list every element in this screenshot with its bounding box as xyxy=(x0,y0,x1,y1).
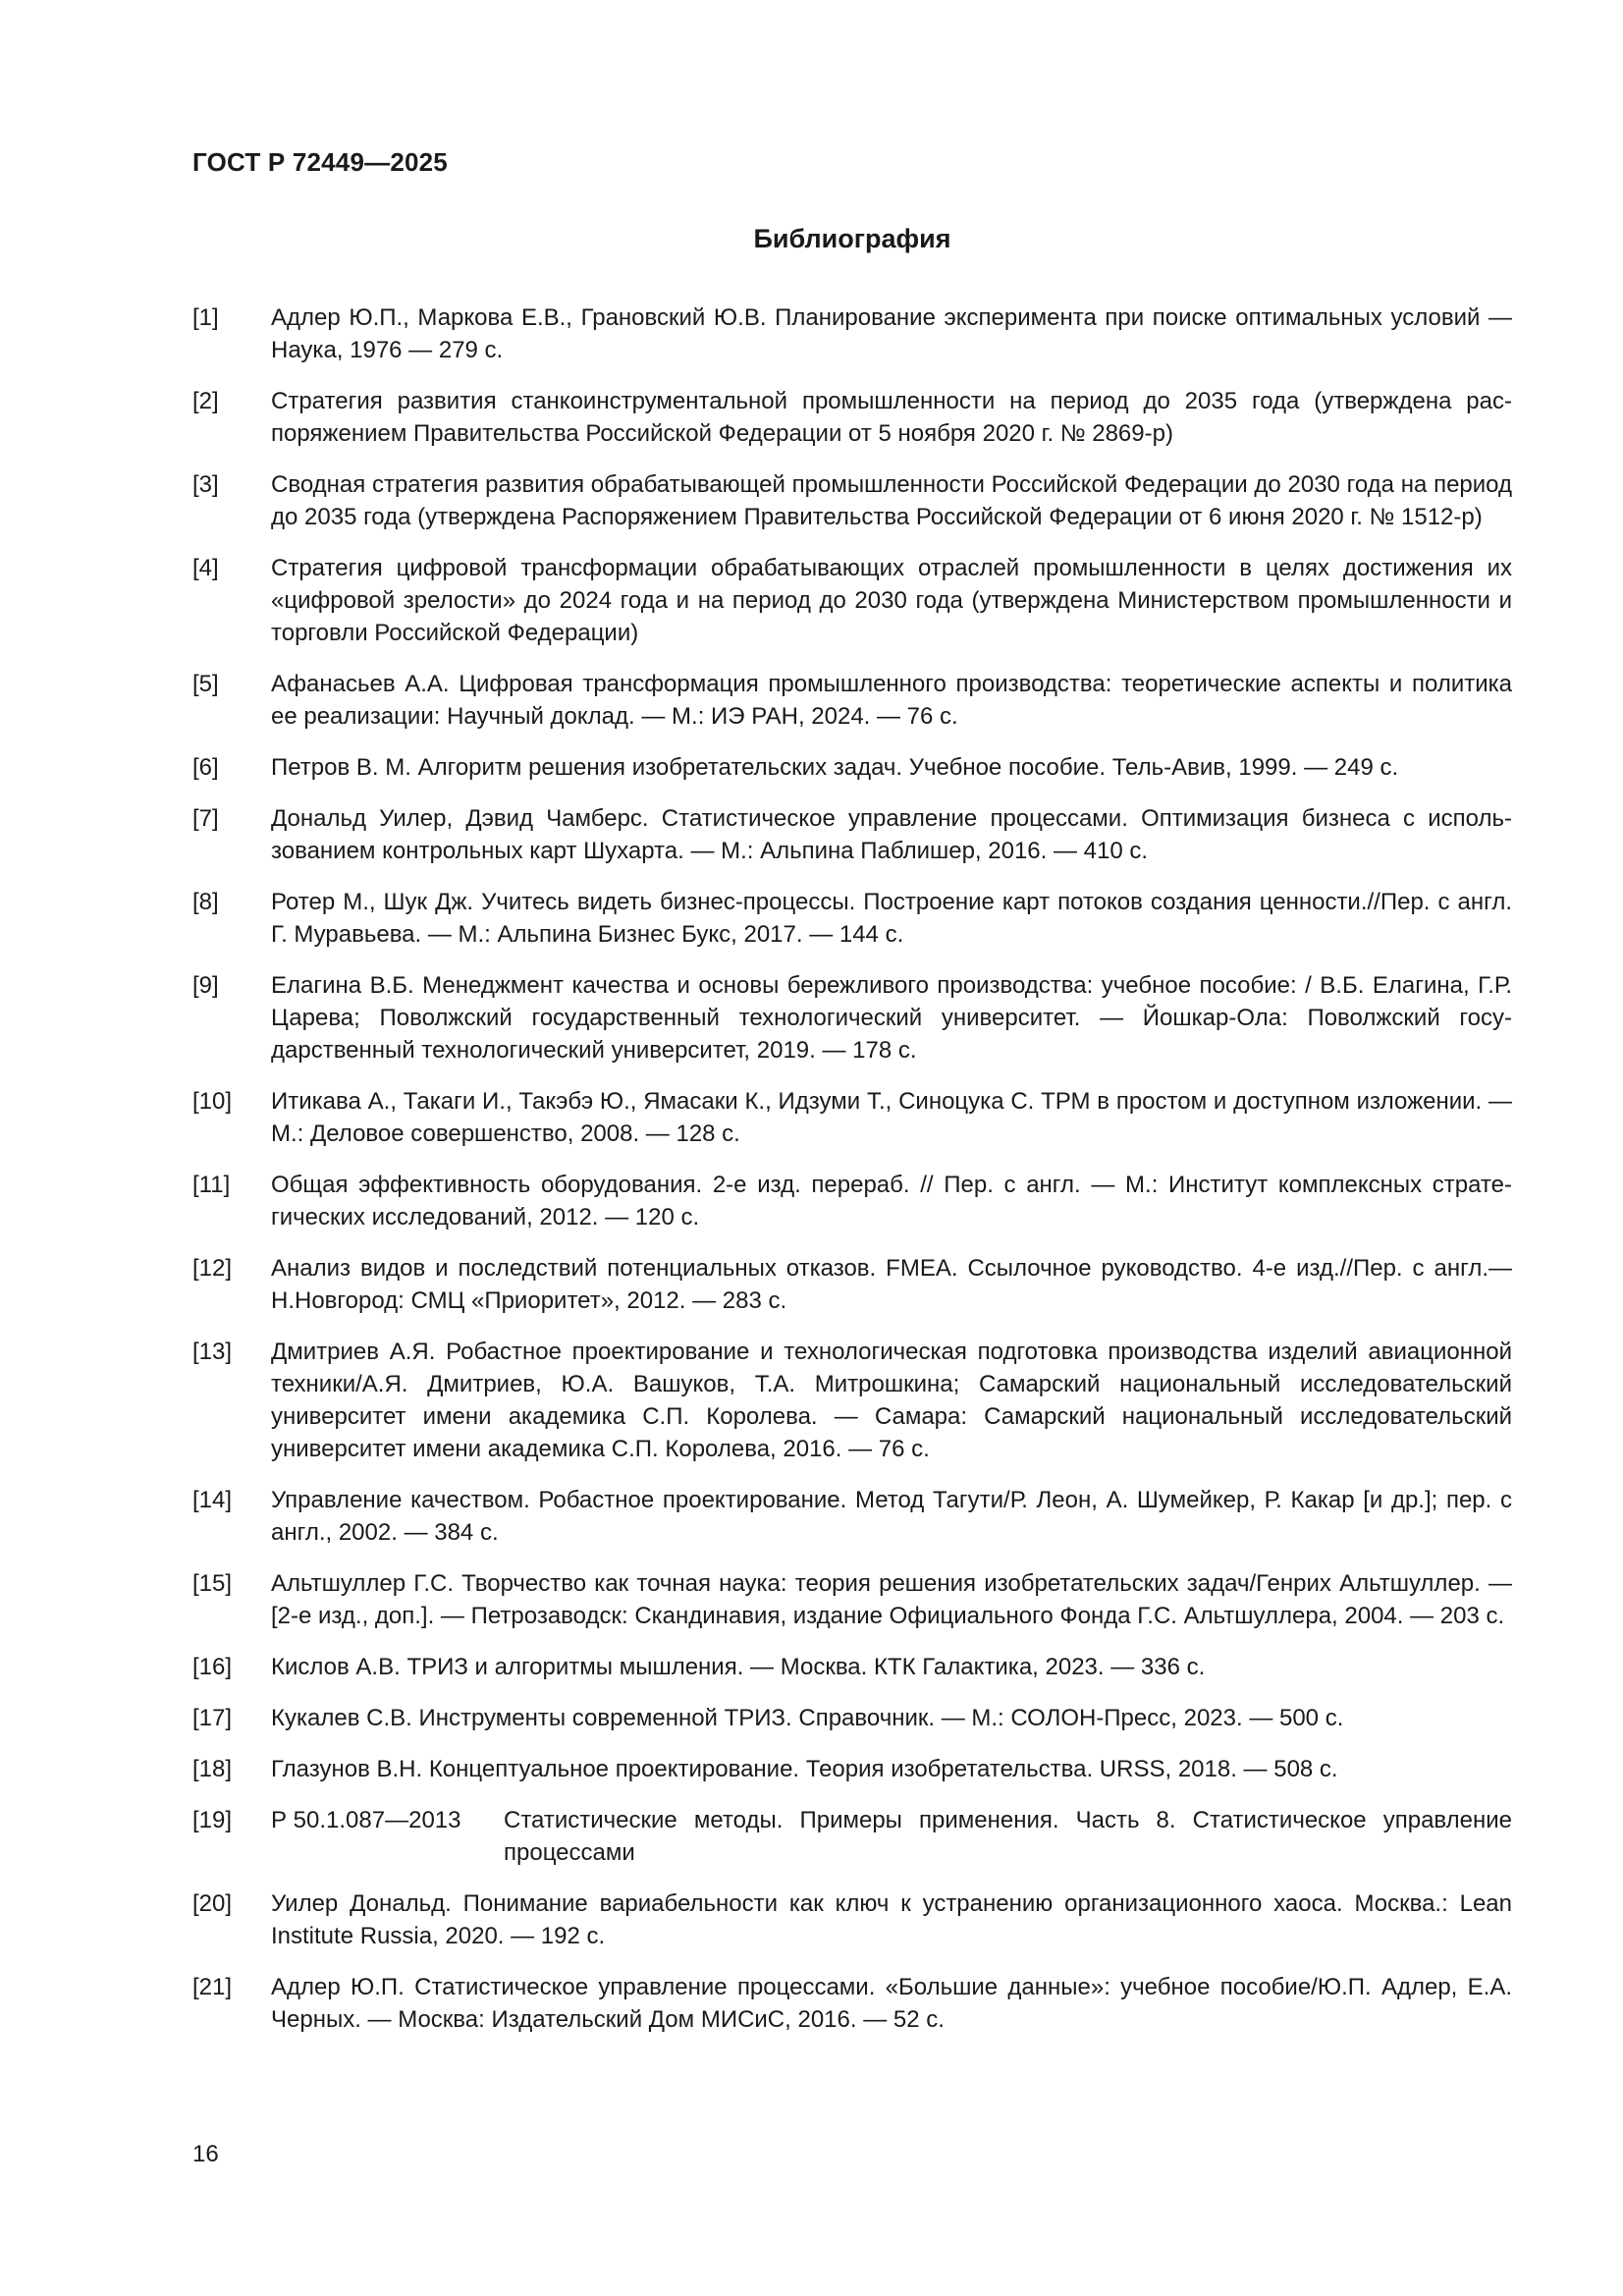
bibliography-entry-number: [4] xyxy=(192,555,219,581)
bibliography-entry-number: [16] xyxy=(192,1654,233,1680)
bibliography-entry-number: [6] xyxy=(192,754,219,781)
bibliography-entry-number: [17] xyxy=(192,1705,233,1731)
bibliography-entry-text: Уилер Дональд. Понимание вариабельности как ключ к устранению организационного хаоса. Москва.: Lean Institute Russia, 2020. — 192 с. xyxy=(271,1890,1512,1949)
bibliography-entry-text: Статистические методы. Примеры применения. Часть 8. Статистическое управление процессами xyxy=(504,1807,1512,1866)
bibliography-entry xyxy=(192,886,1512,951)
bibliography-entry-text: Дональд Уилер, Дэвид Чамберс. Статистическое управление процессами. Оптимизация бизнеса с использованием контрольных карт Шухарта. — М.: Альпина Паблишер, 2016. — 410 с. xyxy=(271,805,1512,864)
bibliography-entry-number: [18] xyxy=(192,1756,233,1782)
document-code-header: ГОСТ Р 72449—2025 xyxy=(192,147,448,177)
bibliography-entry-text: Итикава А., Такаги И., Такэбэ Ю., Ямасаки К., Идзуми Т., Синоцука С. ТРМ в простом и доступном изложении. — М.: Деловое совершенство, 2008. — 128 с. xyxy=(271,1088,1512,1147)
bibliography-entry xyxy=(192,1887,1512,1952)
bibliography-entry-text: Стратегия развития станкоинструментальной промышленности на период до 2035 года (утверждена распоряжением Правительства Российской Федерации от 5 ноября 2020 г. № 2869-р) xyxy=(271,388,1512,447)
bibliography-entry-text: Управление качеством. Робастное проектирование. Метод Тагути/Р. Леон, А. Шумейкер, Р. Какар [и др.]; пер. с англ., 2002. — 384 с. xyxy=(271,1487,1512,1546)
bibliography-entry-number: [13] xyxy=(192,1339,233,1365)
bibliography-entry xyxy=(192,1651,1512,1683)
bibliography-entry-text: Адлер Ю.П., Маркова Е.В., Грановский Ю.В. Планирование эксперимента при поиске оптимальных условий — Наука, 1976 — 279 с. xyxy=(271,304,1512,363)
bibliography-entry-text: Сводная стратегия развития обрабатывающей промышленности Российской Федерации до 2030 года на период до 2035 года (утверждена Распоряжением Правительства Российской Федерации от 6 июня 2020 г. № 1512-р) xyxy=(271,471,1512,530)
page-number: 16 xyxy=(192,2141,219,2167)
bibliography-entry xyxy=(192,1804,1512,1869)
bibliography-entry xyxy=(192,1971,1512,2036)
bibliography-entry xyxy=(192,468,1512,533)
bibliography-entry-number: [2] xyxy=(192,388,219,414)
bibliography-entry xyxy=(192,1336,1512,1465)
bibliography-entry-number: [12] xyxy=(192,1255,233,1282)
bibliography-entry xyxy=(192,1169,1512,1233)
bibliography-entry-text: Анализ видов и последствий потенциальных отказов. FMEA. Ссылочное руководство. 4-е изд.//Пер. с англ.— Н.Новгород: СМЦ «Приоритет», 2012. — 283 с. xyxy=(271,1255,1512,1314)
bibliography-entry-text: Елагина В.Б. Менеджмент качества и основы бережливого производства: учебное пособие: / В.Б. Елагина, Г.Р. Царева; Поволжский государственный технологический университет. — Йошкар-Ола: Поволжский государственный технологический университет, 2019. — 178 с. xyxy=(271,972,1512,1064)
bibliography-title: Библиография xyxy=(753,224,951,253)
bibliography-entry-number: [7] xyxy=(192,805,219,832)
bibliography-entry-number: [19] xyxy=(192,1807,233,1833)
bibliography-entry xyxy=(192,1567,1512,1632)
bibliography-entry xyxy=(192,802,1512,867)
bibliography-entry xyxy=(192,552,1512,649)
bibliography-entry xyxy=(192,385,1512,450)
bibliography-entry-number: [20] xyxy=(192,1890,233,1917)
bibliography-entry-text: Альтшуллер Г.С. Творчество как точная наука: теория решения изобретательских задач/Генрих Альтшуллер. — [2-е изд., доп.]. — Петрозаводск: Скандинавия, издание Официального Фонда Г.С. Альтшуллера, 2004. — 203 с. xyxy=(271,1570,1512,1629)
bibliography-entry-text: Общая эффективность оборудования. 2-е изд. перераб. // Пер. с англ. — М.: Институт комплексных стратегических исследований, 2012. — 120 с. xyxy=(271,1172,1512,1230)
bibliography-entry-number: [5] xyxy=(192,671,219,697)
bibliography-entry-standard-code: Р 50.1.087—2013 xyxy=(271,1807,461,1833)
bibliography-entry-text: Ротер М., Шук Дж. Учитесь видеть бизнес-процессы. Построение карт потоков создания ценности.//Пер. с англ. Г. Муравьева. — М.: Альпина Бизнес Букс, 2017. — 144 с. xyxy=(271,889,1512,948)
bibliography-entry-number: [1] xyxy=(192,304,219,331)
bibliography-entry-number: [14] xyxy=(192,1487,233,1513)
bibliography-entry xyxy=(192,1753,1512,1785)
bibliography-entry-text: Глазунов В.Н. Концептуальное проектирование. Теория изобретательства. URSS, 2018. — 508 с. xyxy=(271,1756,1338,1782)
bibliography-entry xyxy=(192,1484,1512,1549)
bibliography-entry xyxy=(192,751,1512,784)
bibliography-entry-text: Дмитриев А.Я. Робастное проектирование и технологическая подготовка производства изделий авиационной техники/А.Я. Дмитриев, Ю.А. Вашуков, Т.А. Митрошкина; Самарский национальный исследовательский университет имени академика С.П. Королева. — Самара: Самарский национальный исследовательский университет имени академика С.П. Королева, 2016. — 76 с. xyxy=(271,1339,1512,1462)
bibliography-entry-number: [3] xyxy=(192,471,219,498)
bibliography-entry-text: Петров В. М. Алгоритм решения изобретательских задач. Учебное пособие. Тель-Авив, 1999. — 249 с. xyxy=(271,754,1399,781)
bibliography-entry-number: [15] xyxy=(192,1570,233,1597)
bibliography-entry-number: [11] xyxy=(192,1172,231,1198)
bibliography-entry-text: Кукалев С.В. Инструменты современной ТРИЗ. Справочник. — М.: СОЛОН-Пресс, 2023. — 500 с. xyxy=(271,1705,1344,1731)
bibliography-entry-text: Кислов А.В. ТРИЗ и алгоритмы мышления. — Москва. КТК Галактика, 2023. — 336 с. xyxy=(271,1654,1206,1680)
bibliography-entry-number: [10] xyxy=(192,1088,233,1115)
bibliography-entry xyxy=(192,668,1512,733)
bibliography-entry-number: [9] xyxy=(192,972,219,999)
bibliography-entry xyxy=(192,1702,1512,1734)
bibliography-entry-number: [8] xyxy=(192,889,219,915)
bibliography-entry-text: Стратегия цифровой трансформации обрабатывающих отраслей промышленности в целях достижения их «цифровой зрелости» до 2024 года и на период до 2030 года (утверждена Министерством промышленности и торговли Российской Федерации) xyxy=(271,555,1512,646)
bibliography-entry xyxy=(192,301,1512,366)
bibliography-entry-number: [21] xyxy=(192,1974,233,2000)
bibliography-entry xyxy=(192,1252,1512,1317)
bibliography-entry xyxy=(192,969,1512,1066)
bibliography-list xyxy=(192,301,1512,2054)
bibliography-entry-text: Адлер Ю.П. Статистическое управление процессами. «Большие данные»: учебное пособие/Ю.П. Адлер, Е.А. Черных. — Москва: Издательский Дом МИСиС, 2016. — 52 с. xyxy=(271,1974,1512,2033)
bibliography-entry xyxy=(192,1085,1512,1150)
bibliography-entry-text: Афанасьев А.А. Цифровая трансформация промышленного производства: теоретические аспекты и политика ее реализации: Научный доклад. — М.: ИЭ РАН, 2024. — 76 с. xyxy=(271,671,1512,730)
